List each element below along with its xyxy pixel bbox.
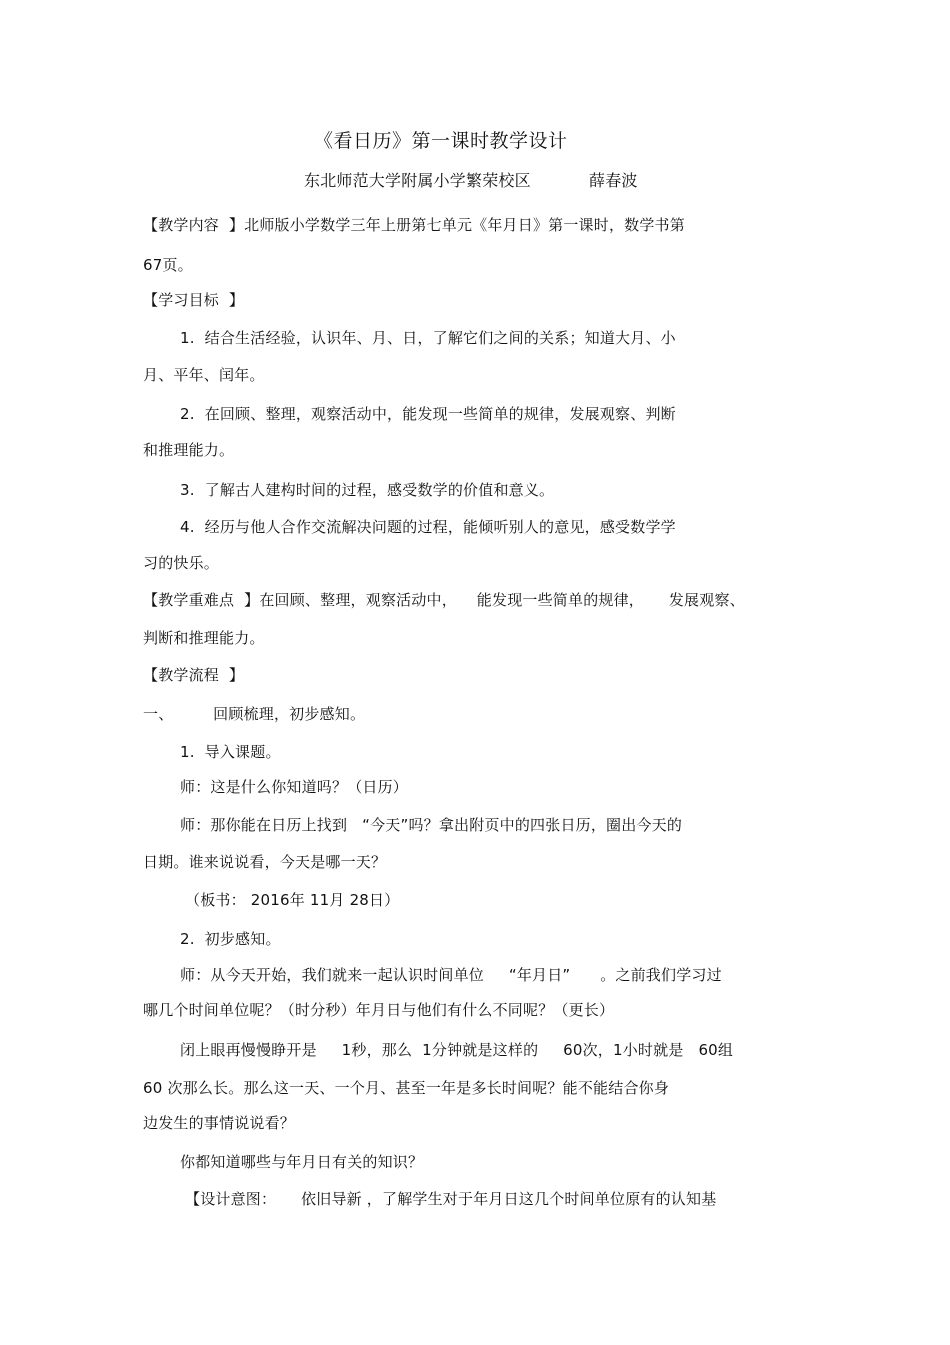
teacher-line-2-continued: 日期。谁来说说看，今天是哪一天？ — [143, 853, 387, 871]
question-line: 你都知道哪些与年月日有关的知识？ — [180, 1153, 424, 1171]
paragraph-time-line-3: 边发生的事情说说看？ — [143, 1114, 296, 1132]
teacher-line-3: 师：从今天开始，我们就来一起认识时间单位 “年月日” 。之前我们学习过 — [180, 966, 722, 984]
teaching-content-line: 【教学内容 】北师版小学数学三年上册第七单元《年月日》第一课时，数学书第 — [143, 216, 685, 234]
key-difficulty-line-2: 判断和推理能力。 — [143, 629, 265, 647]
teaching-process-heading: 【教学流程 】 — [143, 666, 245, 684]
objective-3-line: 3. 了解古人建构时间的过程，感受数学的价值和意义。 — [180, 481, 555, 499]
board-writing: （板书： 2016年 11月 28日） — [185, 891, 400, 909]
objective-2-line-1: 2. 在回顾、整理，观察活动中，能发现一些简单的规律，发展观察、判断 — [180, 405, 676, 423]
teacher-line-2: 师：那你能在日历上找到 “今天”吗？拿出附页中的四张日历，圈出今天的 — [180, 816, 683, 834]
design-intent-line: 【设计意图： 依旧导新 ，了解学生对于年月日这几个时间单位原有的认知基 — [185, 1190, 717, 1208]
objective-4-line-2: 习的快乐。 — [143, 554, 220, 572]
key-difficulty-line-1: 【教学重难点 】在回顾、整理，观察活动中， 能发现一些简单的规律， 发展观察、 — [143, 591, 745, 609]
step-1-heading: 1. 导入课题。 — [180, 743, 281, 761]
teacher-line-1: 师：这是什么你知道吗？（日历） — [180, 778, 409, 796]
learning-objectives-heading: 【学习目标 】 — [143, 291, 245, 309]
teacher-line-3-continued: 哪几个时间单位呢？（时分秒）年月日与他们有什么不同呢？（更长） — [143, 1001, 615, 1019]
objective-2-line-2: 和推理能力。 — [143, 441, 235, 459]
objective-1-line-1: 1. 结合生活经验，认识年、月、日，了解它们之间的关系；知道大月、小 — [180, 329, 676, 347]
paragraph-time-line-2: 60 次那么长。那么这一天、一个月、甚至一年是多长时间呢？能不能结合你身 — [143, 1079, 670, 1097]
author-name: 薛春波 — [589, 171, 638, 190]
objective-4-line-1: 4. 经历与他人合作交流解决问题的过程，能倾听别人的意见，感受数学学 — [180, 518, 676, 536]
objective-1-line-2: 月、平年、闰年。 — [143, 366, 265, 384]
section-one-heading: 一、 回顾梳理，初步感知。 — [143, 705, 366, 723]
document-title: 《看日历》第一课时教学设计 — [314, 130, 568, 152]
step-2-heading: 2. 初步感知。 — [180, 930, 281, 948]
paragraph-time-line-1: 闭上眼再慢慢睁开是 1秒，那么 1分钟就是这样的 60次，1小时就是 60组 — [180, 1041, 734, 1059]
school-name: 东北师范大学附属小学繁荣校区 — [304, 171, 531, 190]
teaching-content-page: 67页。 — [143, 256, 193, 274]
